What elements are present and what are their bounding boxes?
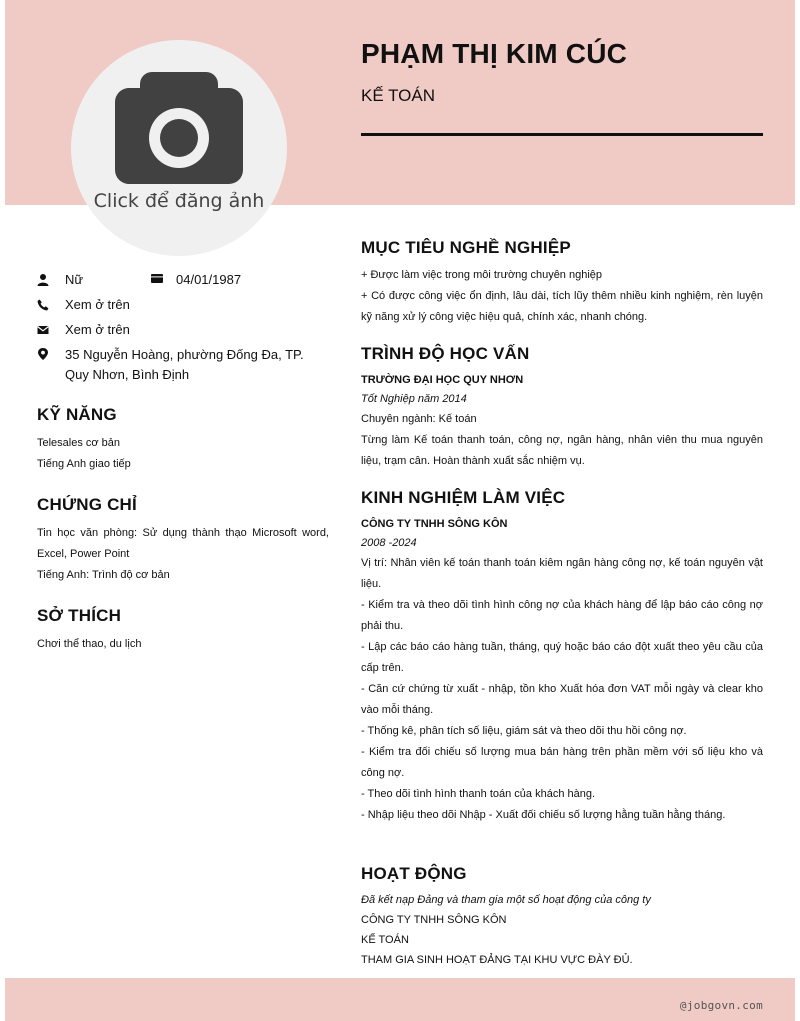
experience-line: - Nhập liệu theo dõi Nhập - Xuất đối chiếu số lượng hằng tuần hằng tháng.: [361, 809, 726, 821]
activity-line: CÔNG TY TNHH SÔNG KÔN: [361, 914, 507, 926]
education-section: [361, 344, 763, 472]
objective-title: MỤC TIÊU NGHỀ NGHIỆP: [361, 238, 571, 257]
avatar-upload-label: Click để đăng ảnh: [93, 190, 265, 212]
certificate-item: Tiếng Anh: Trình độ cơ bản: [37, 569, 170, 581]
email-value: Xem ở trên: [65, 322, 130, 337]
experience-line: - Thống kê, phân tích số liệu, giám sát và theo dõi thu hồi công nợ.: [361, 725, 687, 737]
education-note: Từng làm Kế toán thanh toán, công nợ, ngân hàng, nhân viên thu mua nguyên liệu, trạm cân. Hoàn thành xuất sắc nhiệm vụ.: [361, 434, 763, 467]
phone-value: Xem ở trên: [65, 297, 130, 312]
phone-icon: [37, 299, 49, 311]
email-row: [37, 320, 329, 340]
address-row: [37, 345, 329, 385]
activity-line: KẾ TOÁN: [361, 934, 409, 946]
experience-section: [361, 488, 763, 826]
header-divider: [361, 133, 763, 136]
avatar-upload[interactable]: [71, 40, 287, 256]
experience-line: - Lập các báo cáo hàng tuần, tháng, quý hoặc báo cáo đột xuất theo yêu cầu của cấp trên.: [361, 641, 763, 674]
gender-row: [37, 270, 329, 290]
footer-credit: @jobgovn.com: [679, 999, 763, 1012]
activities-title: HOẠT ĐỘNG: [361, 864, 467, 883]
camera-icon: [115, 72, 243, 184]
birthday-field: [151, 270, 241, 290]
skill-item: Telesales cơ bản: [37, 437, 121, 449]
experience-line: Vị trí: Nhân viên kế toán thanh toán kiêm ngân hàng công nợ, kế toán nguyên vật liệu.: [361, 557, 763, 590]
hobbies-title: SỞ THÍCH: [37, 606, 122, 625]
candidate-name: PHẠM THỊ KIM CÚC: [361, 38, 628, 69]
objective-line: + Có được công việc ổn định, lâu dài, tích lũy thêm nhiều kinh nghiệm, rèn luyện kỹ năng xử lý công việc hiệu quả, chính xác, nhanh chóng.: [361, 290, 763, 323]
experience-line: - Kiểm tra và theo dõi tình hình công nợ của khách hàng để lập báo cáo công nợ phải thu.: [361, 599, 763, 632]
person-icon: [37, 274, 49, 286]
education-major: Chuyên ngành: Kế toán: [361, 413, 477, 425]
work-period: 2008 -2024: [361, 537, 417, 549]
company-name: CÔNG TY TNHH SÔNG KÔN: [361, 518, 508, 530]
certificates-title: CHỨNG CHỈ: [37, 495, 137, 514]
activity-line: THAM GIA SINH HOẠT ĐẢNG TẠI KHU VỰC ĐÀY ĐỦ.: [361, 954, 633, 966]
experience-line: - Căn cứ chứng từ xuất - nhập, tồn kho Xuất hóa đơn VAT mỗi ngày và clear kho vào mỗi tháng.: [361, 683, 763, 716]
right-column: [361, 238, 763, 986]
experience-line: - Theo dõi tình hình thanh toán của khách hàng.: [361, 788, 596, 800]
location-pin-icon: [37, 347, 49, 361]
envelope-icon: [37, 324, 49, 336]
certificate-item: Tin học văn phòng: Sử dụng thành thạo Microsoft word, Excel, Power Point: [37, 527, 329, 560]
activities-section: [361, 864, 763, 970]
gender-value: Nữ: [65, 272, 84, 287]
objective-section: [361, 238, 763, 328]
school-name: TRƯỜNG ĐẠI HỌC QUY NHƠN: [361, 374, 524, 386]
hobby-item: Chơi thể thao, du lịch: [37, 638, 142, 650]
graduation-year: Tốt Nghiệp năm 2014: [361, 393, 467, 405]
experience-line: - Kiểm tra đối chiếu số lượng mua bán hàng trên phần mềm với số liệu kho và công nợ.: [361, 746, 763, 779]
phone-row: [37, 295, 329, 315]
footer-band: [5, 978, 795, 1021]
education-title: TRÌNH ĐỘ HỌC VẤN: [361, 344, 530, 363]
skill-item: Tiếng Anh giao tiếp: [37, 458, 131, 470]
cv-page: [5, 0, 795, 1021]
job-title: KẾ TOÁN: [361, 86, 436, 105]
experience-title: KINH NGHIỆM LÀM VIỆC: [361, 488, 566, 507]
activities-intro: Đã kết nạp Đảng và tham gia một số hoạt động của công ty: [361, 894, 651, 906]
calendar-icon: [151, 273, 163, 285]
left-column: [37, 270, 329, 655]
address-value: 35 Nguyễn Hoàng, phường Đống Đa, TP. Quy Nhơn, Bình Định: [65, 347, 304, 382]
skills-title: KỸ NĂNG: [37, 405, 117, 424]
birthday-value: 04/01/1987: [176, 272, 242, 287]
objective-line: + Được làm việc trong môi trường chuyên nghiệp: [361, 269, 603, 281]
